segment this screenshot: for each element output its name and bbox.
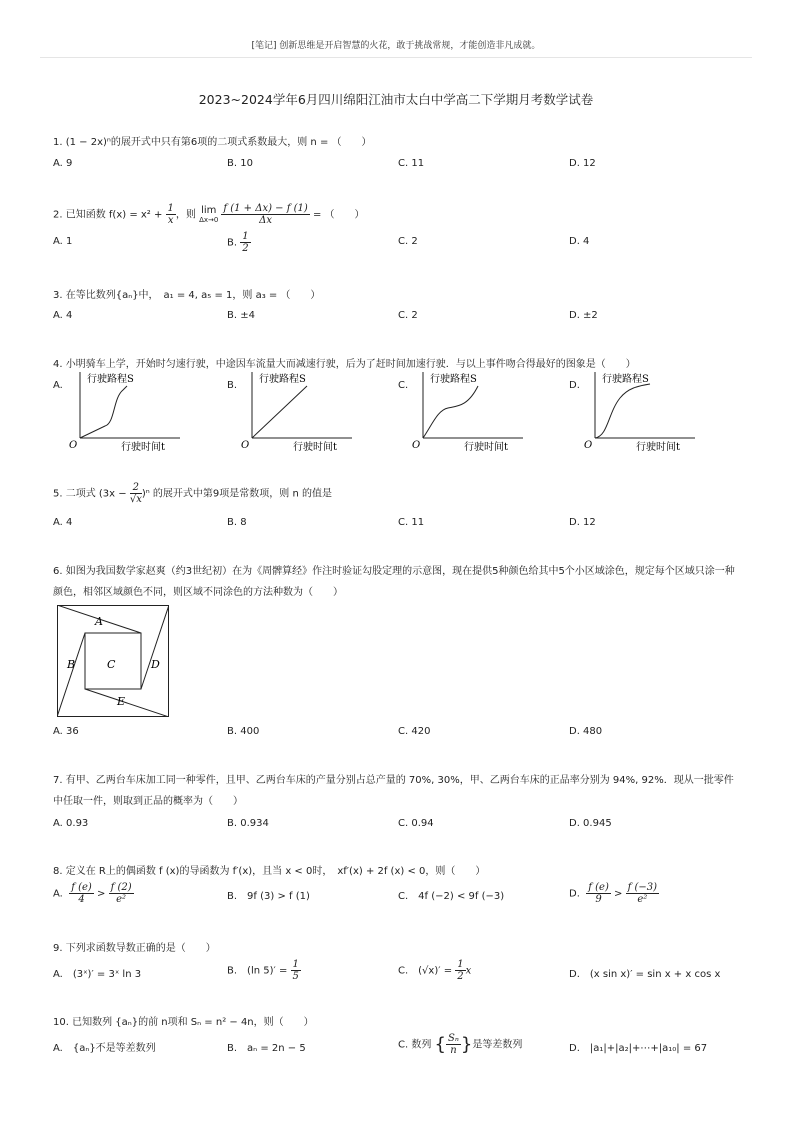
q10-option-a[interactable]: A. {aₙ}不是等差数列 — [53, 1043, 156, 1054]
header-divider — [40, 57, 752, 58]
q2-option-c[interactable]: C. 2 — [398, 236, 418, 247]
q3-option-b[interactable]: B. ±4 — [227, 310, 255, 321]
q9-option-b[interactable]: B. (ln 5)′ = $\frac{1}{5}$ — [227, 959, 299, 982]
q3-option-d[interactable]: D. ±2 — [569, 310, 598, 321]
q6-option-b[interactable]: B. 400 — [227, 726, 260, 737]
q2-option-a[interactable]: A. 1 — [53, 236, 73, 247]
q9-option-d[interactable]: D. (x sin x)′ = sin x + x cos x — [569, 969, 721, 980]
q10-option-b[interactable]: B. aₙ = 2n − 5 — [227, 1043, 306, 1054]
page-title: 2023~2024学年6月四川绵阳江油市太白中学高二下学期月考数学试卷 — [198, 92, 594, 107]
q7-option-c[interactable]: C. 0.94 — [398, 818, 434, 829]
q3-option-a[interactable]: A. 4 — [53, 310, 73, 321]
y-axis-label: 行驶路程S — [430, 374, 477, 385]
curve — [423, 386, 478, 438]
region-e-label: E — [117, 695, 126, 708]
q8-option-a[interactable]: A. $\frac{f (e)}{4}$ > $\frac{f (2)}{\text{e²}}$ — [53, 882, 132, 905]
q5-option-a[interactable]: A. 4 — [53, 517, 73, 528]
q4-option-b[interactable]: B. — [227, 380, 238, 391]
q8-option-d[interactable]: D. $\frac{f (e)}{9}$ > $\frac{f (-3)}{\text{e²}}$ — [569, 882, 658, 905]
q6-option-d[interactable]: D. 480 — [569, 726, 603, 737]
q6-option-a[interactable]: A. 36 — [53, 726, 79, 737]
q5-option-b[interactable]: B. 8 — [227, 517, 247, 528]
q8-option-c[interactable]: C. 4f (−2) < 9f (−3) — [398, 891, 505, 902]
curve — [595, 384, 650, 438]
question-3-stem: 3. 在等比数列{aₙ}中， a₁ = 4, a₅ = 1，则 a₃ = （ ） — [53, 290, 321, 301]
question-8-stem: 8. 定义在 R上的偶函数 f (x)的导函数为 f′(x)，且当 x < 0时， xf′(x) + 2f (x) < 0，则（ ） — [53, 866, 486, 877]
y-axis-label: 行驶路程S — [259, 374, 306, 385]
q2-option-d[interactable]: D. 4 — [569, 236, 590, 247]
diagram-line — [141, 605, 169, 689]
question-1-stem: 1. (1 − 2x)ⁿ的展开式中只有第6项的二项式系数最大，则 n = （ ） — [53, 137, 372, 148]
curve — [80, 386, 127, 438]
question-9-stem: 9. 下列求函数导数正确的是（ ） — [53, 943, 216, 954]
question-10-stem: 10. 已知数列 {aₙ}的前 n项和 Sₙ = n² − 4n，则（ ） — [53, 1017, 314, 1028]
q2-difference-quotient: $\frac{f (1 + \Delta x) - f (1)}{\Delta x}$ — [223, 203, 308, 226]
region-c-label: C — [107, 658, 116, 671]
origin-label: O — [69, 440, 78, 451]
q2-pre: 2. 已知函数 f(x) = x² + — [53, 209, 166, 221]
q2-half: $\frac{1}{2}$ — [242, 231, 249, 254]
question-7-stem: 7. 有甲、乙两台车床加工同一种零件，且甲、乙两台车床的产量分别占总产量的 70%, 30%，甲、乙两台车床的正品率分别为 94%, 92%．现从一批零件中任取一件，则取到正品的概率为（ ） — [53, 775, 734, 807]
origin-label: O — [412, 440, 421, 451]
q4-graph-b — [237, 368, 357, 458]
q5-option-d[interactable]: D. 12 — [569, 517, 596, 528]
origin-label: O — [584, 440, 593, 451]
x-axis-label: 行驶时间t — [121, 442, 166, 453]
y-axis-label: 行驶路程S — [87, 374, 134, 385]
q5-option-c[interactable]: C. 11 — [398, 517, 425, 528]
y-axis-label: 行驶路程S — [602, 374, 649, 385]
x-axis-label: 行驶时间t — [636, 442, 681, 453]
q6-zhao-shuang-diagram — [57, 605, 169, 717]
q2-fraction-1-over-x: $\frac{1}{x}$ — [167, 203, 174, 226]
q7-option-b[interactable]: B. 0.934 — [227, 818, 269, 829]
q7-option-a[interactable]: A. 0.93 — [53, 818, 89, 829]
curve — [252, 386, 307, 438]
q9-option-a[interactable]: A. (3ˣ)′ = 3ˣ ln 3 — [53, 969, 142, 980]
q4-graph-d — [580, 368, 700, 458]
region-a-label: A — [95, 615, 103, 628]
region-d-label: D — [151, 658, 160, 671]
region-b-label: B — [67, 658, 76, 671]
q10-option-d[interactable]: D. |a₁|+|a₂|+⋯+|a₁₀| = 67 — [569, 1043, 708, 1054]
diagram-line — [85, 689, 169, 717]
q2-option-b[interactable]: B. $\frac{1}{2}$ — [227, 231, 249, 254]
q8-option-b[interactable]: B. 9f (3) > f (1) — [227, 891, 310, 902]
question-5-stem: 5. 二项式 (3x − $\frac{2}{√x}$ )ⁿ 的展开式中第9项是常数项，则 n 的值是 — [53, 482, 332, 505]
q6-option-c[interactable]: C. 420 — [398, 726, 431, 737]
diagram-line — [57, 633, 85, 717]
q4-option-c[interactable]: C. — [398, 380, 409, 391]
x-axis-label: 行驶时间t — [464, 442, 509, 453]
q3-option-c[interactable]: C. 2 — [398, 310, 418, 321]
q7-option-d[interactable]: D. 0.945 — [569, 818, 612, 829]
q4-option-d[interactable]: D. — [569, 380, 580, 391]
q10-option-c[interactable]: C. 数列 { $\frac{\text{Sₙ}}{n}$ }是等差数列 — [398, 1033, 523, 1056]
q1-option-b[interactable]: B. 10 — [227, 158, 253, 169]
q1-option-a[interactable]: A. 9 — [53, 158, 73, 169]
x-axis-label: 行驶时间t — [293, 442, 338, 453]
q4-graph-a — [65, 368, 185, 458]
q2-limit: lim Δx→0 — [199, 205, 219, 224]
q1-option-d[interactable]: D. 12 — [569, 158, 596, 169]
q4-option-a[interactable]: A. — [53, 380, 63, 391]
origin-label: O — [241, 440, 250, 451]
question-2-stem: 2. 已知函数 f(x) = x² + $\frac{1}{x}$ ，则 lim Δx→0 $\frac{f (1 + \Delta x) - f (1)}{\Delta x}$ = （ ） — [53, 203, 365, 226]
q4-graph-c — [408, 368, 528, 458]
q9-option-c[interactable]: C. (√x)′ = $\frac{1}{2}$ x — [398, 959, 472, 982]
question-4-stem: 4. 小明骑车上学，开始时匀速行驶，中途因车流量大而减速行驶，后为了赶时间加速行驶．与以上事件吻合得最好的图象是（ ） — [53, 359, 636, 370]
question-6-stem: 6. 如图为我国数学家赵爽（约3世纪初）在为《周髀算经》作注时验证勾股定理的示意图，现在提供5种颜色给其中5个小区域涂色，规定每个区域只涂一种颜色，相邻区域颜色不同，则区域不同涂色的方法种数为（ ） — [53, 566, 735, 598]
q5-fraction: $\frac{2}{√x}$ — [129, 482, 142, 505]
q1-option-c[interactable]: C. 11 — [398, 158, 425, 169]
header-banner: [笔记] 创新思维是开启智慧的火花，敢于挑战常规，才能创造非凡成就。 — [251, 41, 541, 51]
